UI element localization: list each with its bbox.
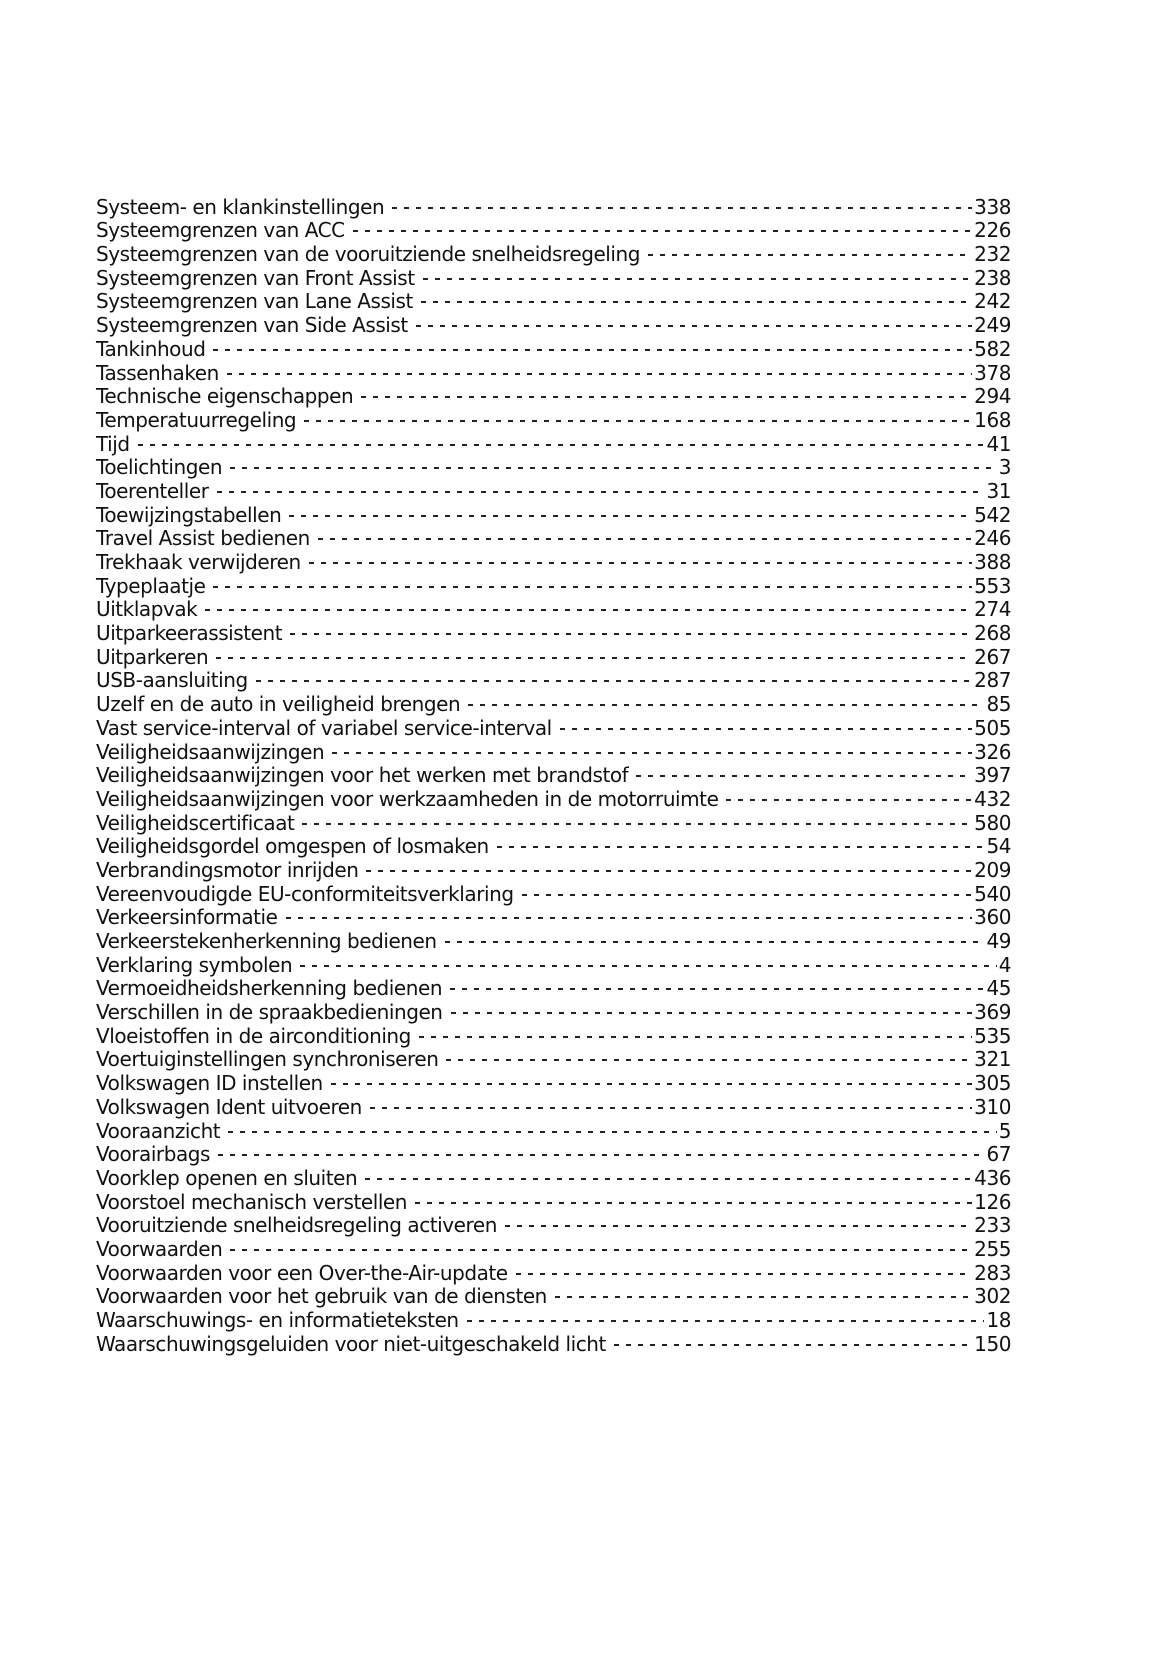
entry-title: Veiligheidsgordel omgespen of losmaken (96, 834, 489, 859)
entry-page-number: 436 (974, 1165, 1011, 1190)
entry-title: Systeemgrenzen van ACC (96, 218, 345, 243)
entry-title: Systeemgrenzen van de vooruitziende snelheidsregeling (96, 242, 640, 267)
entry-title: Verbrandingsmotor inrijden (96, 857, 359, 882)
dot-leader (505, 1209, 972, 1233)
entry-page-number: 305 (974, 1071, 1011, 1096)
index-entry[interactable] (96, 616, 1011, 646)
dot-leader (614, 1327, 972, 1351)
entry-page-number: 67 (986, 1142, 1011, 1167)
entry-title: Typeplaatje (96, 573, 206, 598)
entry-title: Verklaring symbolen (96, 952, 293, 977)
entry-title: Veiligheidsaanwijzingen voor werkzaamheden in de motorruimte (96, 786, 719, 811)
entry-title: Tankinhoud (96, 336, 206, 361)
entry-page-number: 310 (974, 1094, 1011, 1119)
entry-page-number: 369 (974, 1000, 1011, 1025)
entry-page-number: 233 (974, 1213, 1011, 1238)
dot-leader (205, 593, 972, 617)
entry-title: Systeemgrenzen van Front Assist (96, 265, 415, 290)
dot-leader (318, 522, 972, 546)
index-entry[interactable] (96, 1114, 1011, 1143)
entry-title: Waarschuwings- en informatieteksten (96, 1308, 459, 1332)
entry-title: Uzelf en de auto in veiligheid brengen (96, 692, 461, 717)
entry-title: Vast service-interval of variabel service-interval (96, 715, 552, 740)
entry-page-number: 18 (986, 1308, 1011, 1332)
entry-page-number: 232 (974, 242, 1011, 267)
entry-page-number: 242 (974, 289, 1011, 314)
dot-leader (419, 1019, 972, 1043)
dot-leader (370, 1090, 972, 1114)
entry-page-number: 542 (974, 502, 1011, 527)
entry-page-number: 326 (974, 739, 1011, 764)
entry-page-number: 287 (974, 668, 1011, 693)
index-entry[interactable] (96, 569, 1011, 598)
entry-title: Veiligheidsaanwijzingen voor het werken met brandstof (96, 763, 629, 788)
entry-title: Toewijzingstabellen (96, 502, 282, 527)
index-entry[interactable] (96, 451, 1011, 480)
dot-leader (726, 782, 972, 806)
entry-page-number: 246 (974, 526, 1011, 551)
dot-leader (227, 356, 972, 380)
index-entry[interactable] (96, 1161, 1011, 1190)
entry-page-number: 274 (974, 597, 1011, 622)
index-entry[interactable] (96, 1138, 1011, 1167)
entry-page-number: 540 (974, 881, 1011, 906)
entry-page-number: 360 (974, 905, 1011, 930)
dot-leader (230, 451, 997, 475)
entry-page-number: 505 (974, 715, 1011, 740)
index-list (96, 190, 1011, 1356)
entry-title: Uitparkeerassistent (96, 621, 283, 646)
index-entry[interactable] (96, 1256, 1011, 1285)
dot-leader (468, 687, 984, 711)
dot-leader (217, 474, 985, 498)
entry-title: Vloeistoffen in de airconditioning (96, 1023, 411, 1048)
dot-leader (256, 664, 972, 688)
entry-page-number: 226 (974, 218, 1011, 243)
dot-leader (228, 1114, 997, 1138)
entry-title: Systeem- en klankinstellingen (96, 194, 385, 219)
dot-leader (522, 877, 973, 901)
dot-leader (392, 190, 972, 214)
index-entry[interactable] (96, 593, 1011, 622)
entry-page-number: 535 (974, 1023, 1011, 1048)
dot-leader (366, 853, 972, 877)
entry-page-number: 31 (986, 478, 1011, 503)
index-entry[interactable] (96, 1232, 1011, 1261)
entry-title: Tassenhaken (96, 360, 219, 385)
entry-title: Veiligheidscertificaat (96, 810, 295, 835)
entry-title: Veiligheidsaanwijzingen (96, 739, 325, 764)
dot-leader (302, 806, 972, 830)
entry-title: Verkeerstekenherkenning bedienen (96, 929, 437, 953)
entry-title: Verkeersinformatie (96, 905, 278, 930)
entry-title: Uitklapvak (96, 597, 198, 622)
entry-title: Toerenteller (96, 478, 209, 503)
entry-page-number: 302 (974, 1284, 1011, 1309)
entry-page-number: 255 (974, 1236, 1011, 1261)
dot-leader (421, 285, 972, 309)
entry-title: Voertuiginstellingen synchroniseren (96, 1047, 439, 1072)
entry-page-number: 553 (974, 573, 1011, 598)
entry-title: USB-aansluiting (96, 668, 248, 693)
entry-page-number: 4 (998, 952, 1011, 977)
entry-title: Voorwaarden (96, 1236, 223, 1261)
entry-title: Systeemgrenzen van Lane Assist (96, 289, 413, 314)
entry-title: Toelichtingen (96, 455, 223, 480)
entry-page-number: 168 (974, 407, 1011, 432)
entry-title: Trekhaak verwijderen (96, 550, 301, 574)
entry-page-number: 209 (974, 857, 1011, 882)
entry-page-number: 580 (974, 810, 1011, 835)
entry-title: Travel Assist bedienen (96, 526, 310, 551)
entry-title: Temperatuurregeling (96, 407, 297, 432)
entry-page-number: 267 (974, 644, 1011, 669)
index-entry[interactable] (96, 356, 1011, 385)
entry-title: Systeemgrenzen van Side Assist (96, 313, 408, 338)
dot-leader (332, 735, 972, 759)
dot-leader (497, 830, 985, 854)
entry-title: Voorklep openen en sluiten (96, 1165, 358, 1190)
index-entry[interactable] (96, 664, 1011, 693)
entry-page-number: 126 (974, 1189, 1011, 1214)
entry-page-number: 432 (974, 786, 1011, 811)
entry-title: Volkswagen Ident uitvoeren (96, 1094, 362, 1119)
entry-page-number: 3 (998, 455, 1011, 480)
entry-page-number: 397 (974, 763, 1011, 788)
entry-page-number: 238 (974, 265, 1011, 290)
entry-page-number: 249 (974, 313, 1011, 338)
dot-leader (450, 972, 984, 996)
entry-page-number: 41 (986, 431, 1011, 456)
dot-leader (636, 759, 972, 783)
dot-leader (365, 1161, 972, 1185)
entry-page-number: 388 (974, 550, 1011, 574)
entry-title: Voorwaarden voor het gebruik van de diensten (96, 1284, 547, 1309)
dot-leader (309, 545, 972, 569)
entry-page-number: 54 (986, 834, 1011, 859)
entry-title: Voorwaarden voor een Over-the-Air-update (96, 1260, 508, 1285)
entry-title: Tijd (96, 431, 130, 456)
dot-leader (218, 1138, 984, 1162)
dot-leader (230, 1232, 972, 1256)
dot-leader (353, 214, 973, 238)
entry-title: Uitparkeren (96, 644, 209, 669)
dot-leader (415, 1185, 972, 1209)
entry-title: Vermoeidheidsherkenning bedienen (96, 976, 443, 1001)
entry-title: Vooraanzicht (96, 1118, 221, 1143)
index-entry[interactable] (96, 332, 1011, 361)
entry-title: Voorairbags (96, 1142, 210, 1167)
entry-page-number: 582 (974, 336, 1011, 361)
entry-page-number: 85 (986, 692, 1011, 717)
entry-title: Verschillen in de spraakbedieningen (96, 1000, 443, 1025)
dot-leader (289, 498, 972, 522)
entry-page-number: 321 (974, 1047, 1011, 1072)
dot-leader (138, 427, 985, 451)
entry-page-number: 150 (974, 1331, 1011, 1356)
dot-leader (555, 1280, 972, 1304)
dot-leader (331, 1066, 972, 1090)
entry-page-number: 49 (986, 929, 1011, 953)
dot-leader (416, 308, 972, 332)
dot-leader (290, 616, 972, 640)
dot-leader (451, 995, 973, 1019)
dot-leader (648, 237, 972, 261)
index-entry[interactable] (96, 474, 1011, 503)
dot-leader (445, 924, 985, 948)
dot-leader (361, 380, 972, 404)
entry-page-number: 338 (974, 194, 1011, 219)
entry-page-number: 268 (974, 621, 1011, 646)
dot-leader (446, 1043, 972, 1067)
entry-title: Vereenvoudigde EU-conformiteitsverklaring (96, 881, 514, 906)
entry-page-number: 5 (998, 1118, 1011, 1143)
entry-title: Voorstoel mechanisch verstellen (96, 1189, 408, 1214)
dot-leader (516, 1256, 973, 1280)
index-entry[interactable] (96, 498, 1011, 527)
dot-leader (560, 711, 972, 735)
entry-page-number: 294 (974, 384, 1011, 409)
index-entry[interactable] (96, 380, 1011, 409)
dot-leader (216, 640, 972, 664)
dot-leader (300, 948, 997, 972)
dot-leader (286, 901, 973, 925)
index-entry[interactable] (96, 640, 1011, 669)
entry-page-number: 378 (974, 360, 1011, 385)
entry-page-number: 283 (974, 1260, 1011, 1285)
index-entry[interactable] (96, 427, 1011, 456)
dot-leader (423, 261, 973, 285)
entry-title: Volkswagen ID instellen (96, 1071, 323, 1096)
entry-title: Technische eigenschappen (96, 384, 354, 409)
dot-leader (213, 569, 972, 593)
entry-page-number: 45 (986, 976, 1011, 1001)
entry-title: Vooruitziende snelheidsregeling activeren (96, 1213, 497, 1238)
dot-leader (304, 403, 972, 427)
dot-leader (213, 332, 972, 356)
entry-title: Waarschuwingsgeluiden voor niet-uitgeschakeld licht (96, 1331, 606, 1356)
dot-leader (467, 1303, 985, 1327)
index-entry[interactable] (96, 190, 1011, 219)
